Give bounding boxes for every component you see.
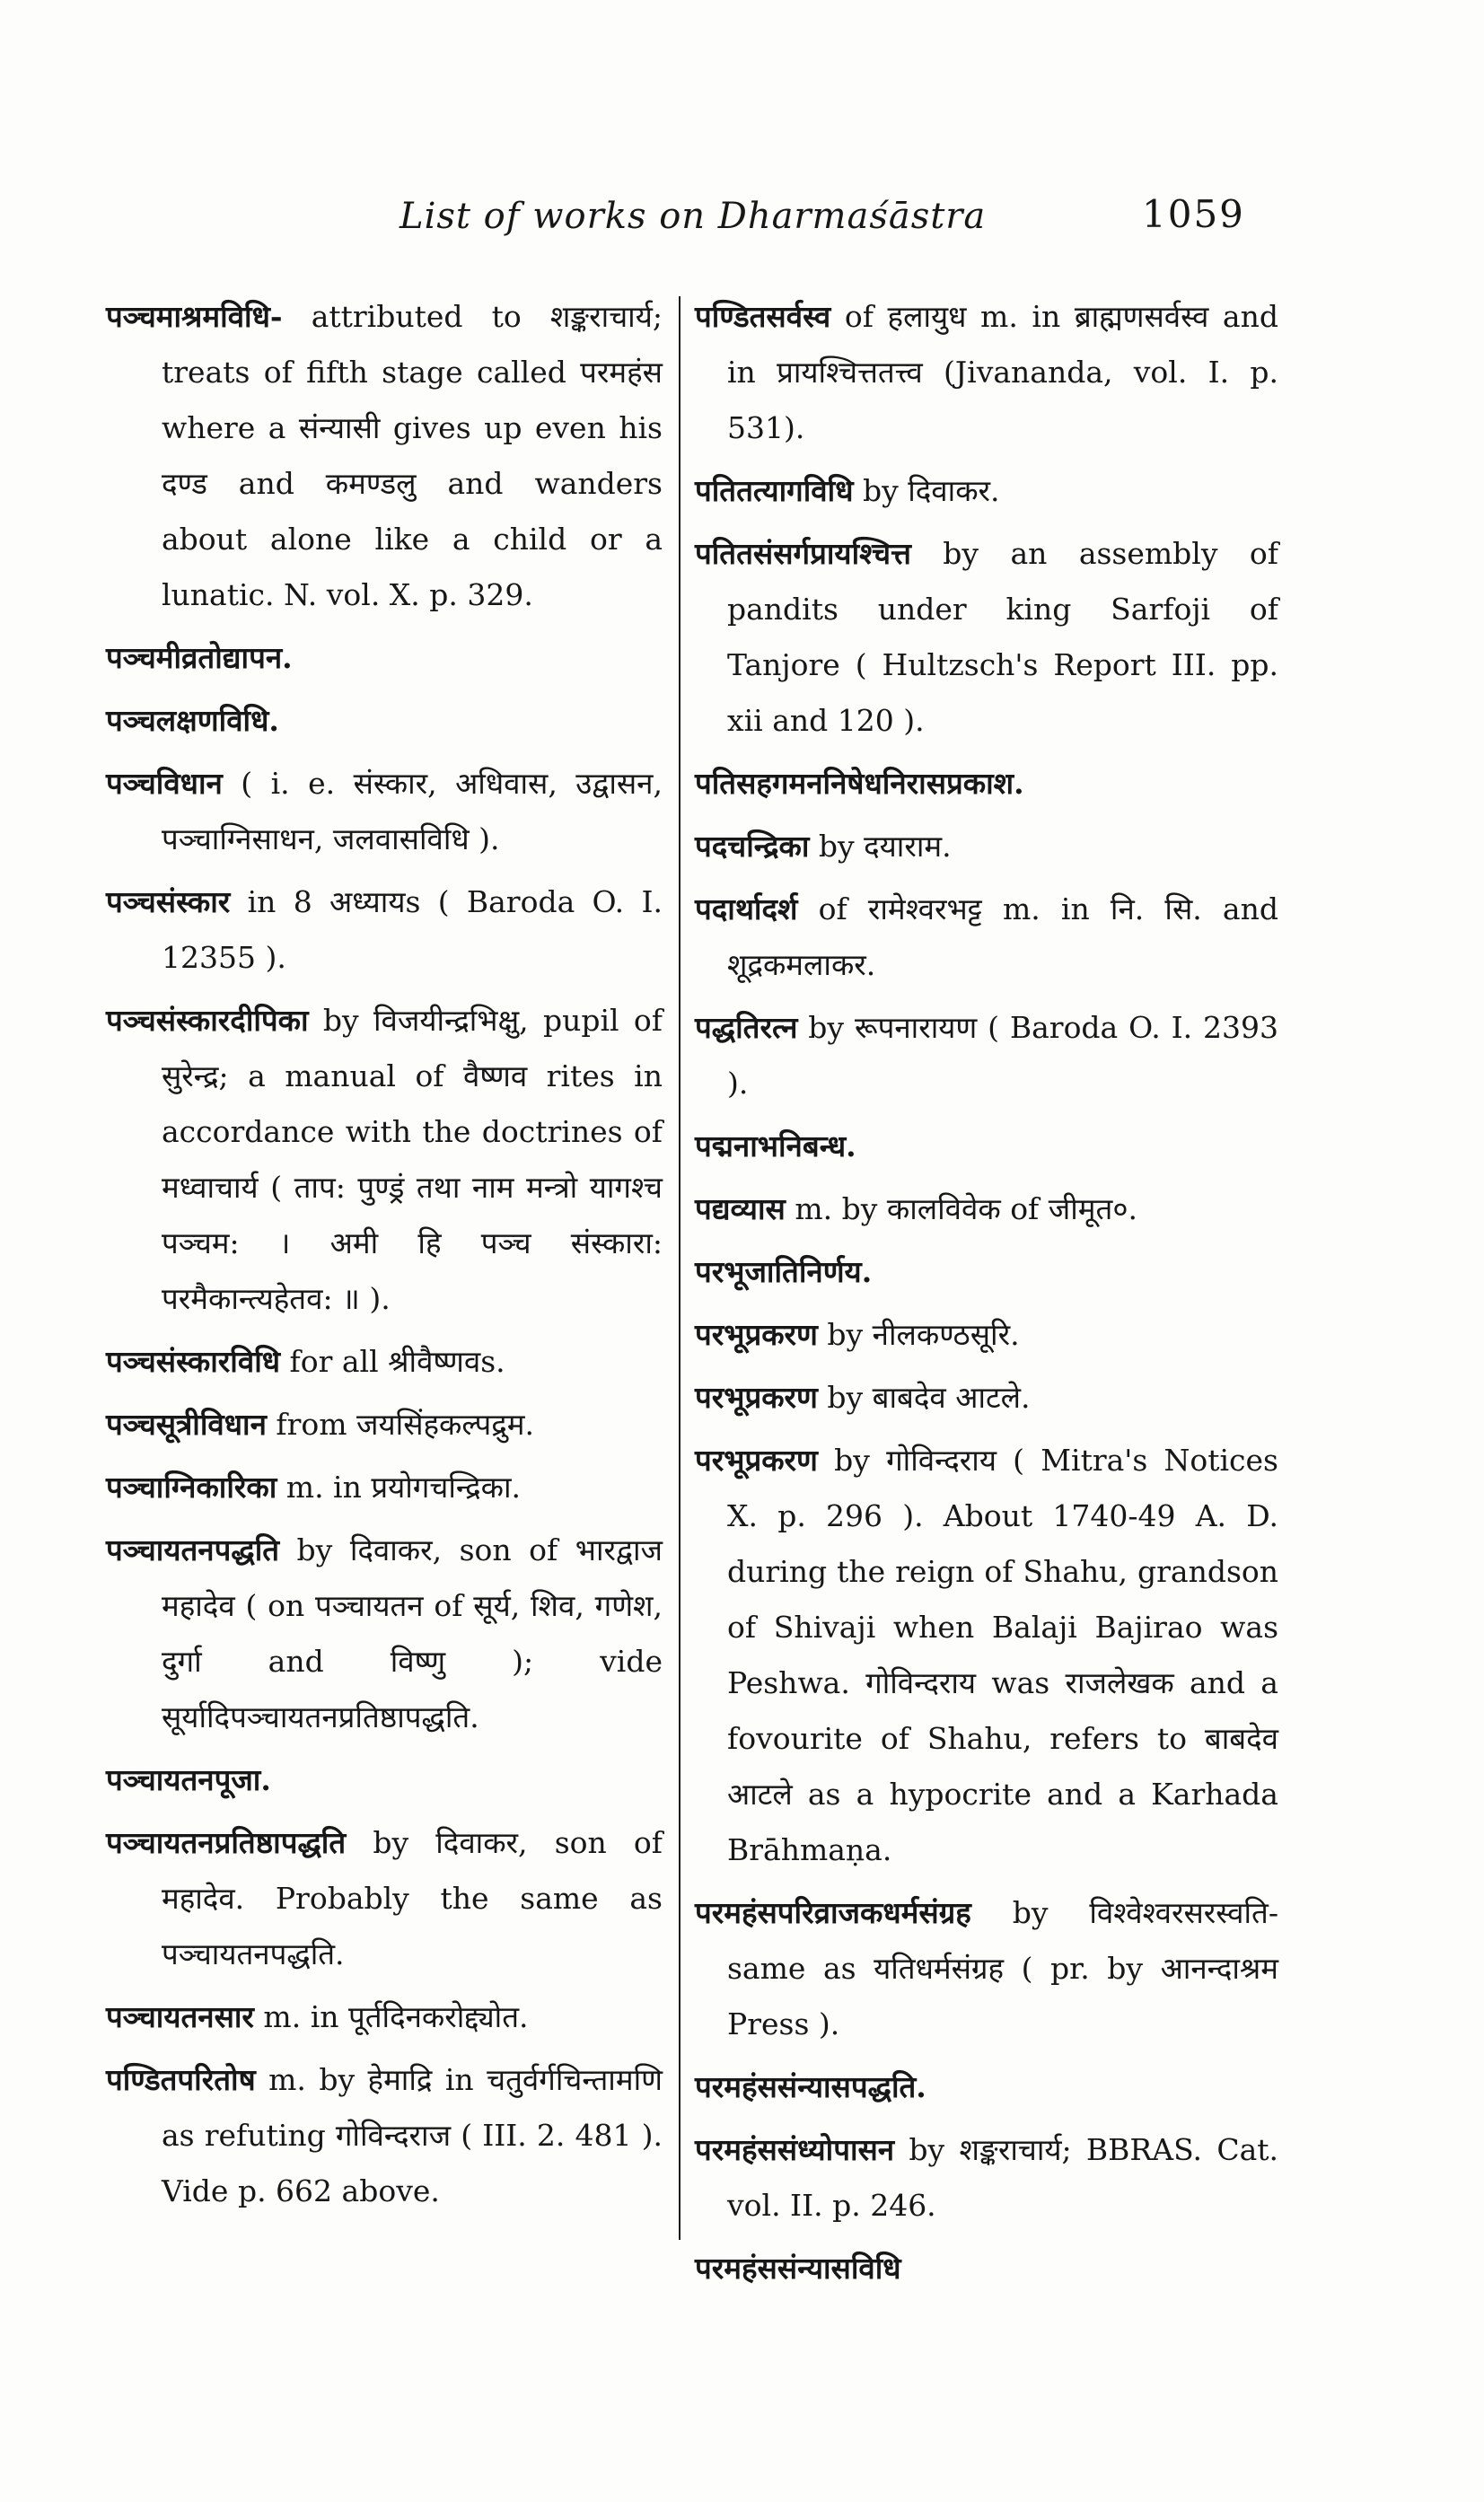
catalog-entry: [106, 693, 663, 749]
catalog-entry: [695, 1307, 1278, 1363]
catalog-entry: [695, 1885, 1278, 2052]
entry-headword: परभूप्रकरण: [695, 1317, 818, 1352]
entry-headword: पञ्चसंस्कारविधि: [106, 1344, 281, 1379]
entry-text: from जयसिंहकल्पद्रुम.: [266, 1407, 535, 1442]
catalog-entry: [695, 2059, 1278, 2115]
entry-headword: पण्डितसर्वस्व: [695, 299, 831, 334]
entry-headword: परभूप्रकरण: [695, 1443, 818, 1478]
entry-text: by बाबदेव आटले.: [817, 1380, 1031, 1415]
right-column: [695, 289, 1278, 2304]
entry-text: of हलायुध m. in ब्राह्मणसर्वस्व and in प्रायश्चित्ततत्त्व (Jivananda, vol. I. p. 531).: [727, 299, 1278, 445]
entry-headword: पतितत्यागविधि: [695, 473, 854, 508]
catalog-entry: [106, 289, 663, 623]
entry-text: by दिवाकर, son of भारद्वाज महादेव ( on पञ्चायतन of सूर्य, शिव, गणेश, दुर्गा and विष्णु ); vide सूर्यादिपञ्चायतनप्रतिष्ठापद्धति.: [162, 1532, 663, 1734]
entry-text: by दिवाकर, son of महादेव. Probably the same as पञ्चायतनपद्धति.: [162, 1825, 663, 1971]
catalog-entry: [695, 1000, 1278, 1111]
entry-headword: पतिसहगमननिषेधनिरासप्रकाश.: [695, 766, 1024, 801]
catalog-entry: [695, 756, 1278, 812]
entry-text: by दयाराम.: [809, 829, 952, 864]
catalog-entry: [695, 1119, 1278, 1174]
entry-text: by गोविन्दराय ( Mitra's Notices X. p. 296 ). About 1740-49 A. D. during the reign of Shahu, grandson of Shivaji when Balaji Bajirao was Peshwa. गोविन्दराय was राजलेखक and a fovourite of Shahu, refers to बाबदेव आटले as a hypocrite and a Karhada Brāhmaṇa.: [727, 1443, 1278, 1867]
entry-text: m. in पूर्तदिनकरोद्द्योत.: [253, 1999, 529, 2034]
entry-text: m. in प्रयोगचन्द्रिका.: [277, 1470, 521, 1505]
catalog-entry: [106, 2052, 663, 2219]
catalog-entry: [695, 289, 1278, 456]
catalog-entry: [106, 1752, 663, 1808]
entry-headword: परमहंससंन्यासविधि: [695, 2251, 901, 2286]
entry-headword: पञ्चाग्निकारिका: [106, 1470, 277, 1505]
entry-headword: पण्डितपरितोष: [106, 2062, 256, 2097]
entry-text: by विजयीन्द्रभिक्षु, pupil of सुरेन्द्र; a manual of वैष्णव rites in accordance with the doctrines of मध्वाचार्य ( ताप: पुण्ड्रं तथा नाम मन्त्रो यागश्च पञ्चम: । अमी हि पञ्च संस्कारा: परमैकान्त्यहेतव: ॥ ).: [162, 1003, 663, 1316]
catalog-entry: [695, 1433, 1278, 1878]
entry-headword: परभूप्रकरण: [695, 1380, 818, 1415]
catalog-entry: [695, 463, 1278, 519]
column-divider: [679, 296, 681, 2240]
catalog-entry: [106, 1334, 663, 1390]
entry-headword: परमहंससंध्योपासन: [695, 2132, 895, 2167]
entry-text: by दिवाकर.: [853, 473, 1000, 508]
entry-text: in 8 अध्यायs ( Baroda O. I. 12355 ).: [162, 884, 663, 975]
entry-headword: पञ्चायतनपूजा.: [106, 1762, 271, 1797]
entry-headword: पञ्चसंस्कार: [106, 884, 231, 919]
catalog-entry: [106, 630, 663, 686]
catalog-entry: [695, 526, 1278, 749]
entry-text: m. by कालविवेक of जीमूत०.: [785, 1191, 1137, 1226]
entry-headword: पञ्चसंस्कारदीपिका: [106, 1003, 309, 1038]
entry-headword: पञ्चमाश्रमविधि-: [106, 299, 283, 334]
entry-headword: पद्धतिरत्न: [695, 1010, 798, 1045]
entry-headword: पञ्चसूत्रीविधान: [106, 1407, 267, 1442]
catalog-entry: [695, 2241, 1278, 2296]
catalog-entry: [695, 2122, 1278, 2234]
entry-headword: पद्मनाभनिबन्ध.: [695, 1128, 856, 1163]
entry-text: ( i. e. संस्कार, अधिवास, उद्वासन, पञ्चाग्निसाधन, जलवासविधि ).: [162, 766, 663, 856]
catalog-entry: [106, 1460, 663, 1515]
entry-headword: परमहंससंन्यासपद्धति.: [695, 2069, 926, 2104]
catalog-entry: [695, 819, 1278, 874]
catalog-entry: [106, 874, 663, 986]
entry-text: by विश्वेश्वरसरस्वति-same as यतिधर्मसंग्रह ( pr. by आनन्दाश्रम Press ).: [727, 1895, 1278, 2041]
entry-text: m. by हेमाद्रि in चतुर्वर्गचिन्तामणि as refuting गोविन्दराज ( III. 2. 481 ). Vide p. 662 above.: [162, 2062, 663, 2208]
entry-text: by शङ्कराचार्य; BBRAS. Cat. vol. II. p. 246.: [727, 2132, 1278, 2223]
left-column: [106, 289, 663, 2226]
entry-headword: परमहंसपरिव्राजकधर्मसंग्रह: [695, 1895, 971, 1930]
entry-headword: पदचन्द्रिका: [695, 829, 810, 864]
catalog-entry: [106, 1523, 663, 1745]
entry-text: of रामेश्वरभट्ट m. in नि. सि. and शूद्रकमलाकर.: [727, 891, 1278, 982]
catalog-entry: [695, 1370, 1278, 1426]
catalog-entry: [106, 993, 663, 1327]
entry-headword: पतितसंसर्गप्रायश्चित्त: [695, 536, 911, 571]
catalog-entry: [695, 1181, 1278, 1237]
catalog-entry: [695, 1244, 1278, 1300]
catalog-entry: [106, 1989, 663, 2045]
catalog-entry: [106, 756, 663, 867]
catalog-entry: [106, 1815, 663, 1982]
catalog-entry: [106, 1397, 663, 1453]
entry-headword: पञ्चलक्षणविधि.: [106, 703, 279, 738]
entry-headword: परभूजातिनिर्णय.: [695, 1254, 873, 1289]
entry-headword: पञ्चमीव्रतोद्यापन.: [106, 640, 293, 675]
entry-headword: पद्यव्यास: [695, 1191, 786, 1226]
entry-text: by नीलकण्ठसूरि.: [817, 1317, 1020, 1352]
entry-headword: पञ्चविधान: [106, 766, 223, 801]
entry-headword: पञ्चायतनसार: [106, 1999, 254, 2034]
entry-text: by रूपनारायण ( Baroda O. I. 2393 ).: [727, 1010, 1278, 1101]
page-number: 1059: [1142, 192, 1245, 236]
catalog-entry: [695, 882, 1278, 993]
entry-headword: पञ्चायतनपद्धति: [106, 1532, 280, 1567]
entry-headword: पदार्थादर्श: [695, 891, 798, 926]
running-header-title: List of works on Dharmaśāstra: [400, 196, 987, 237]
entry-headword: पञ्चायतनप्रतिष्ठापद्धति: [106, 1825, 347, 1860]
entry-text: by an assembly of pandits under king Sarfoji of Tanjore ( Hultzsch's Report III. pp. xii and 120 ).: [727, 536, 1278, 738]
entry-text: attributed to शङ्कराचार्य; treats of fifth stage called परमहंस where a संन्यासी gives up even his दण्ड and कमण्डलु and wanders about alone like a child or a lunatic. N. vol. X. p. 329.: [162, 299, 663, 612]
entry-text: for all श्रीवैष्णवs.: [280, 1344, 505, 1379]
